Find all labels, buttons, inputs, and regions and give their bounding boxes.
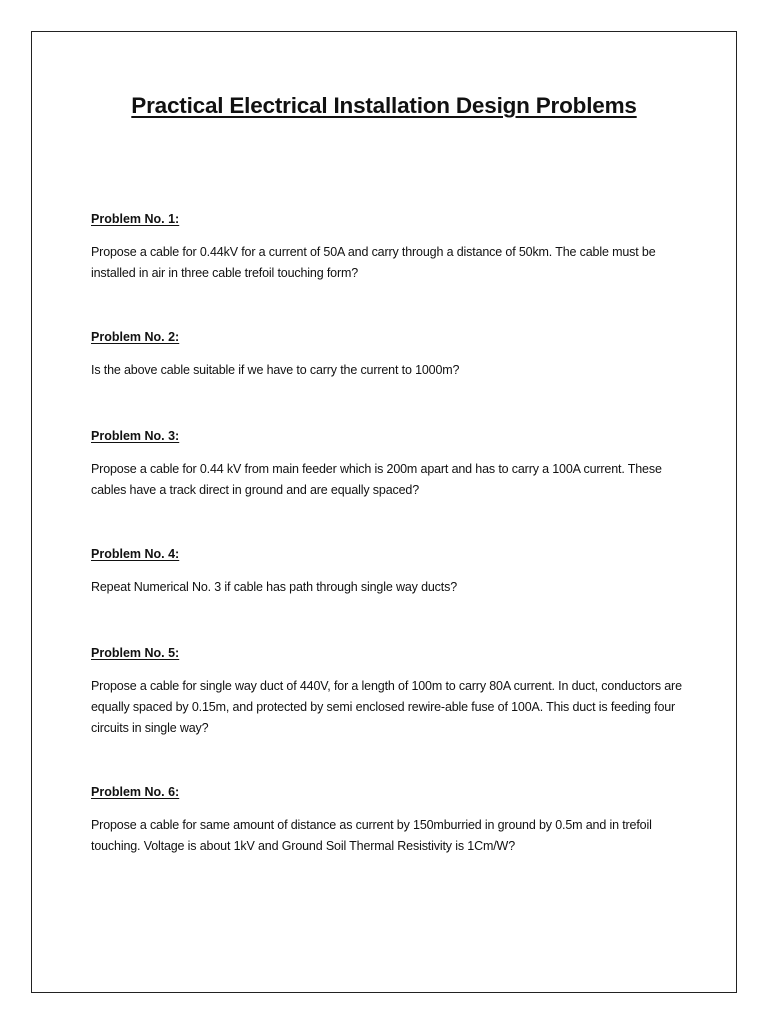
- document-title: Practical Electrical Installation Design Problems: [131, 93, 637, 118]
- problem-heading: Problem No. 6:: [91, 785, 180, 799]
- problem-5: [91, 645, 691, 739]
- problem-heading: Problem No. 3:: [91, 429, 180, 443]
- problem-text: Propose a cable for single way duct of 440V, for a length of 100m to carry 80A current. In duct, conductors are equally spaced by 0.15m, and protected by semi enclosed rewire-able fuse of 100A. This duct is feeding four circuits in single way?: [91, 679, 682, 735]
- problem-text: Propose a cable for 0.44kV for a current of 50A and carry through a distance of 50km. The cable must be installed in air in three cable trefoil touching form?: [91, 245, 656, 280]
- problem-6: [91, 784, 691, 857]
- problem-heading: Problem No. 4:: [91, 547, 180, 561]
- problem-heading: Problem No. 1:: [91, 212, 180, 226]
- problem-text: Repeat Numerical No. 3 if cable has path through single way ducts?: [91, 580, 458, 594]
- problem-4: [91, 546, 691, 598]
- problem-heading: Problem No. 5:: [91, 646, 180, 660]
- problem-text: Propose a cable for 0.44 kV from main feeder which is 200m apart and has to carry a 100A current. These cables have a track direct in ground and are equally spaced?: [91, 462, 662, 497]
- problem-3: [91, 428, 691, 501]
- problem-text: Is the above cable suitable if we have to carry the current to 1000m?: [91, 363, 460, 377]
- problem-2: [91, 329, 691, 381]
- problem-1: [91, 211, 691, 284]
- problem-text: Propose a cable for same amount of distance as current by 150mburried in ground by 0.5m and in trefoil touching. Voltage is about 1kV and Ground Soil Thermal Resistivity is 1Cm/W?: [91, 818, 652, 853]
- problem-heading: Problem No. 2:: [91, 330, 180, 344]
